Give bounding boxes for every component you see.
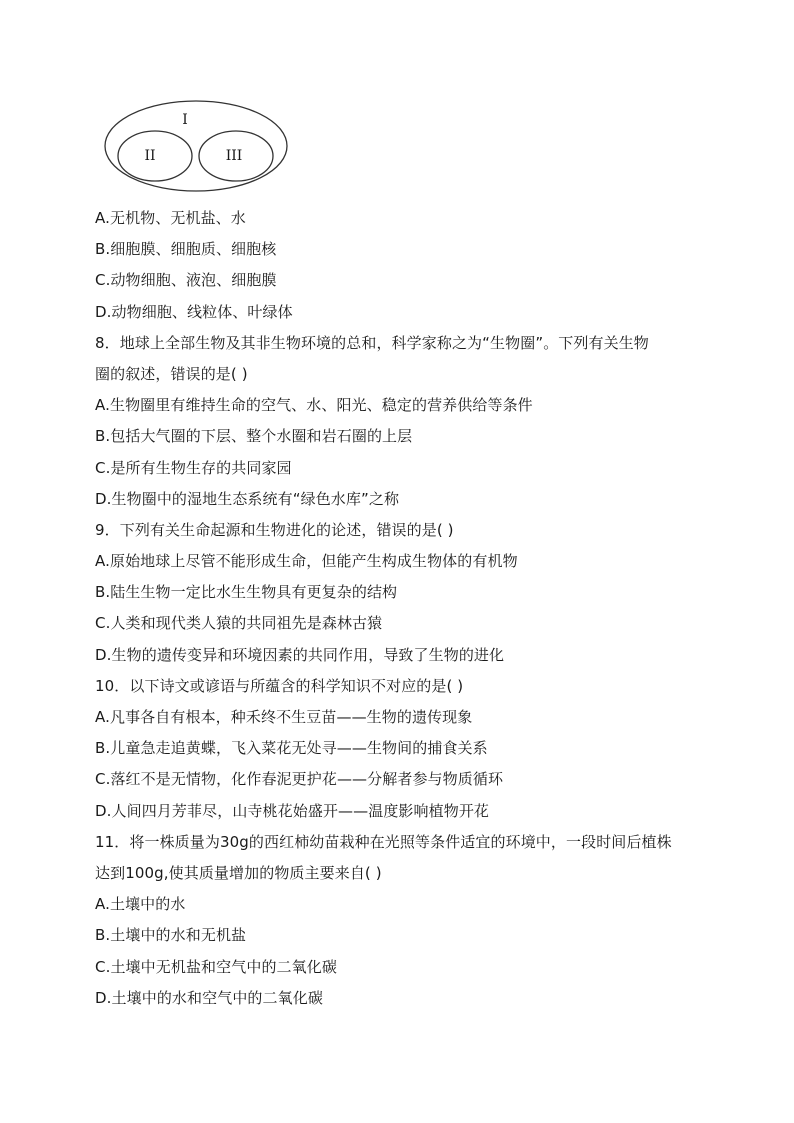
- q8-option-d: D.生物圈中的湿地生态系统有“绿色水库”之称: [95, 489, 400, 508]
- q11-option-b: B.土壤中的水和无机盐: [95, 926, 247, 945]
- q8-stem-line-1: 8．地球上全部生物及其非生物环境的总和，科学家称之为“生物圈”。下列有关生物: [95, 333, 649, 352]
- q9-stem: 9．下列有关生命起源和生物进化的论述，错误的是( ): [95, 520, 454, 539]
- q8-stem-line-2: 圈的叙述，错误的是( ): [95, 364, 248, 383]
- q11-option-c: C.土壤中无机盐和空气中的二氧化碳: [95, 957, 337, 976]
- q9-option-b: B.陆生生物一定比水生生物具有更复杂的结构: [95, 583, 398, 602]
- q7-option-a: A.无机物、无机盐、水: [95, 209, 246, 227]
- q7-option-c: C.动物细胞、液泡、细胞膜: [95, 271, 277, 290]
- q11-option-a: A.土壤中的水: [95, 895, 186, 914]
- q10-option-b: B.儿童急走追黄蝶，飞入菜花无处寻——生物间的捕食关系: [95, 739, 488, 758]
- q9-option-d: D.生物的遗传变异和环境因素的共同作用，导致了生物的进化: [95, 645, 505, 664]
- q7-option-b: B.细胞膜、细胞质、细胞核: [95, 240, 277, 259]
- q10-option-a: A.凡事各自有根本，种禾终不生豆苗——生物的遗传现象: [95, 708, 473, 726]
- q8-option-b: B.包括大气圈的下层、整个水圈和岩石圈的上层: [95, 427, 413, 446]
- q10-stem: 10．以下诗文或谚语与所蕴含的科学知识不对应的是( ): [95, 676, 464, 695]
- q9-option-a: A.原始地球上尽管不能形成生命，但能产生构成生物体的有机物: [95, 552, 518, 571]
- outer-ellipse: [105, 101, 287, 191]
- q11-stem-line-2: 达到100g,使其质量增加的物质主要来自( ): [95, 863, 382, 882]
- question-text: [95, 203, 715, 1014]
- q11-option-d: D.土壤中的水和空气中的二氧化碳: [95, 988, 323, 1007]
- q9-option-c: C.人类和现代类人猿的共同祖先是森林古猿: [95, 614, 383, 633]
- q10-option-c: C.落红不是无情物，化作春泥更护花——分解者参与物质循环: [95, 770, 504, 789]
- q11-stem-line-1: 11．将一株质量为30g的西红柿幼苗栽种在光照等条件适宜的环境中，一段时间后植株: [95, 832, 672, 851]
- left-label: II: [144, 148, 156, 164]
- outer-label: I: [182, 112, 188, 128]
- venn-diagram: [100, 98, 292, 194]
- q7-option-d: D.动物细胞、线粒体、叶绿体: [95, 302, 293, 321]
- right-label: III: [225, 148, 243, 164]
- q8-option-c: C.是所有生物生存的共同家园: [95, 458, 292, 477]
- q8-option-a: A.生物圈里有维持生命的空气、水、阳光、稳定的营养供给等条件: [95, 396, 533, 415]
- q10-option-d: D.人间四月芳菲尽，山寺桃花始盛开——温度影响植物开花: [95, 801, 490, 820]
